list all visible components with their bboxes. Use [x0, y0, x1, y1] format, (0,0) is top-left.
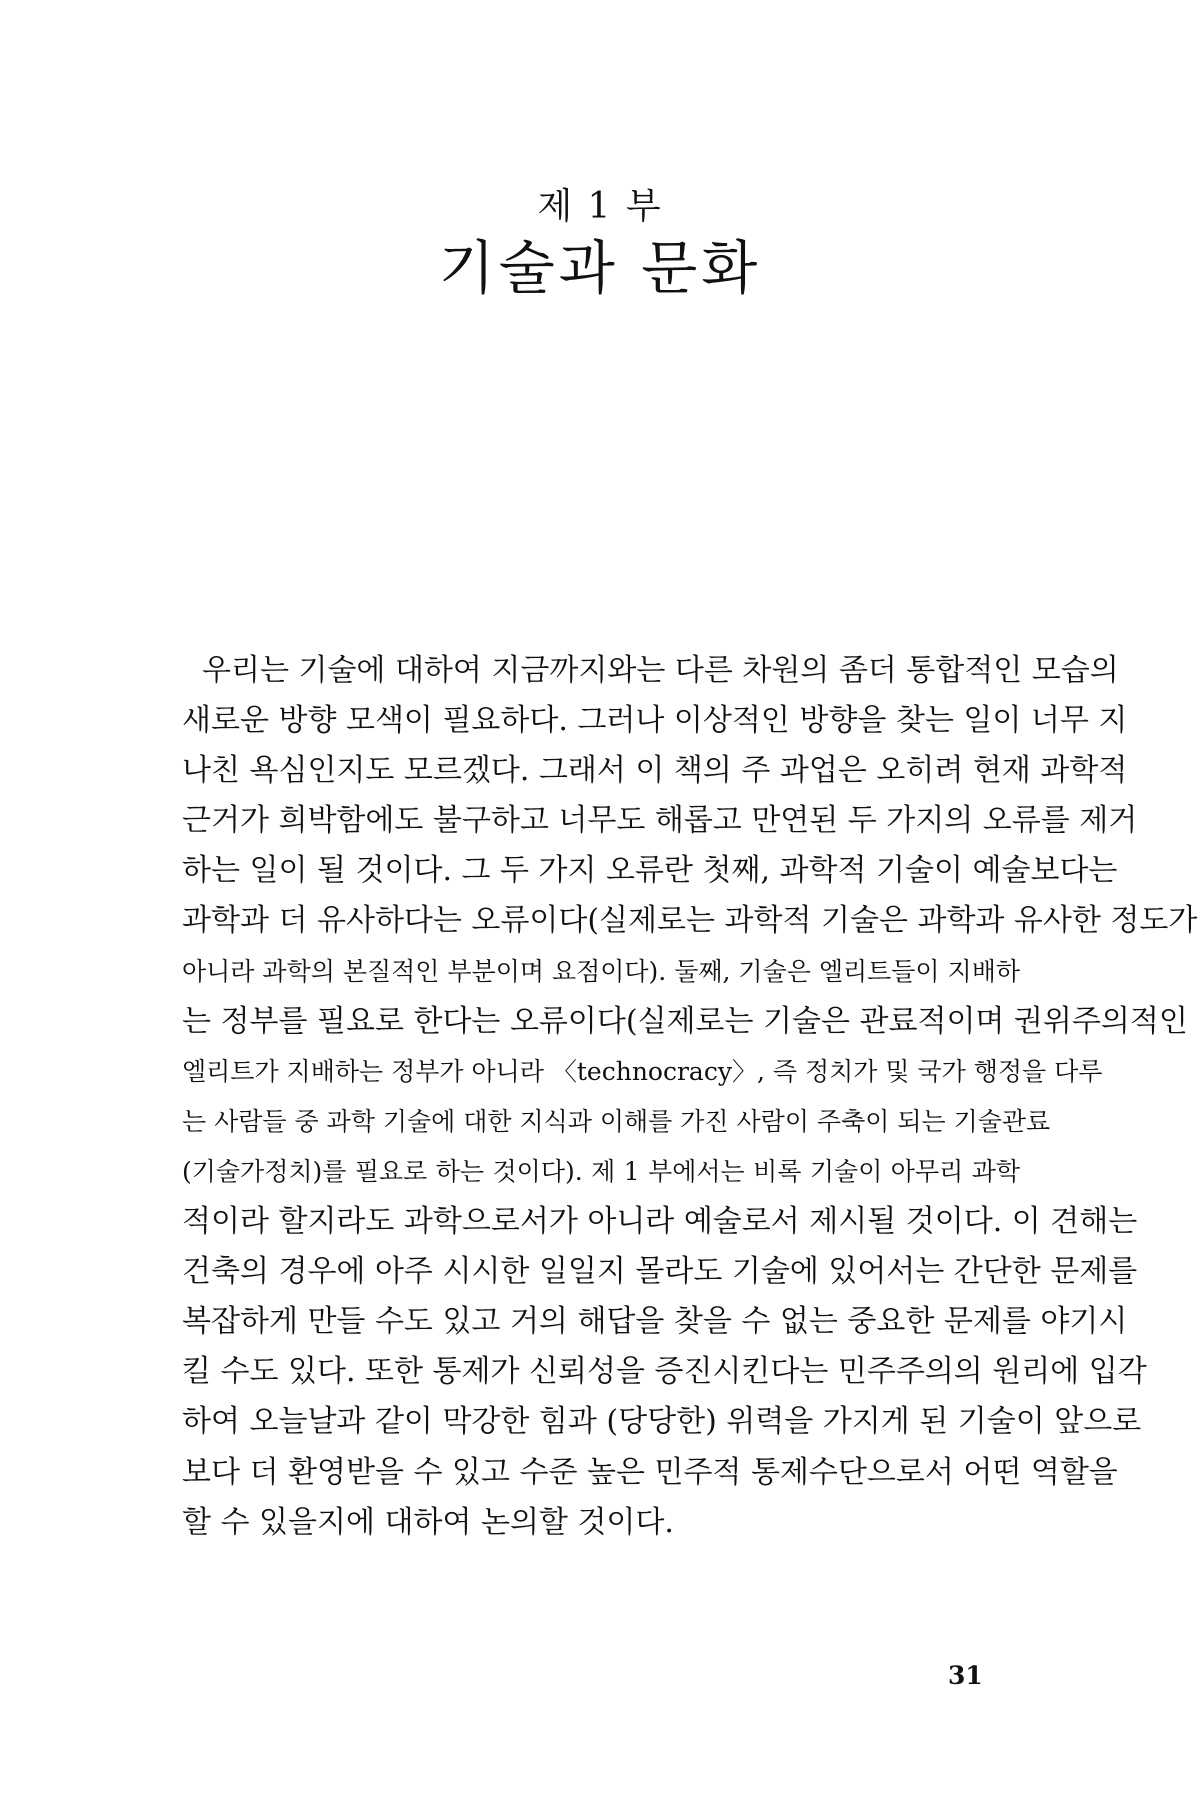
- text-line: 보다 더 환영받을 수 있고 수준 높은 민주적 통제수단으로서 어떤 역할을: [182, 1454, 1118, 1490]
- text-line: 킬 수도 있다. 또한 통제가 신뢰성을 증진시킨다는 민주주의의 원리에 입각: [182, 1354, 1147, 1390]
- part-title: 기술과 문화: [438, 234, 762, 302]
- text-line: 적이라 할지라도 과학으로서가 아니라 예술로서 제시될 것이다. 이 견해는: [182, 1204, 1138, 1240]
- text-line: 엘리트가 지배하는 정부가 아니라 〈technocracy〉, 즉 정치가 및 국가 행정을 다루: [182, 1056, 1103, 1086]
- text-line: 새로운 방향 모색이 필요하다. 그러나 이상적인 방향을 찾는 일이 너무 지: [182, 703, 1128, 739]
- text-line: 하는 일이 될 것이다. 그 두 가지 오류란 첫째, 과학적 기술이 예술보다는: [182, 853, 1118, 889]
- text-line: (기술가정치)를 필요로 하는 것이다). 제 1 부에서는 비록 기술이 아무리 과학: [182, 1156, 1020, 1186]
- text-line: 과학과 더 유사하다는 오류이다(실제로는 과학적 기술은 과학과 유사한 정도가: [182, 903, 1198, 939]
- text-line: 근거가 희박함에도 불구하고 너무도 해롭고 만연된 두 가지의 오류를 제거: [182, 803, 1138, 839]
- text-line: 하여 오늘날과 같이 막강한 힘과 (당당한) 위력을 가지게 된 기술이 앞으로: [182, 1404, 1142, 1440]
- body-paragraph: [182, 646, 1198, 1548]
- text-line: 나친 욕심인지도 모르겠다. 그래서 이 책의 주 과업은 오히려 현재 과학적: [182, 753, 1128, 789]
- text-line: 아니라 과학의 본질적인 부분이며 요점이다). 둘째, 기술은 엘리트들이 지배하: [182, 956, 1020, 986]
- page-number: 31: [948, 1661, 983, 1690]
- text-line: 는 사람들 중 과학 기술에 대한 지식과 이해를 가진 사람이 주축이 되는 기술관료: [182, 1106, 1051, 1136]
- part-number: 제 1 부: [537, 186, 663, 227]
- text-line: 복잡하게 만들 수도 있고 거의 해답을 찾을 수 없는 중요한 문제를 야기시: [182, 1304, 1128, 1340]
- text-line: 는 정부를 필요로 한다는 오류이다(실제로는 기술은 관료적이며 권위주의적인: [182, 1003, 1188, 1039]
- text-line: 우리는 기술에 대하여 지금까지와는 다른 차원의 좀더 통합적인 모습의: [202, 653, 1119, 688]
- part-heading: [0, 183, 1200, 307]
- text-line: 할 수 있을지에 대하여 논의할 것이다.: [182, 1504, 674, 1540]
- text-line: 건축의 경우에 아주 시시한 일일지 몰라도 기술에 있어서는 간단한 문제를: [182, 1254, 1138, 1290]
